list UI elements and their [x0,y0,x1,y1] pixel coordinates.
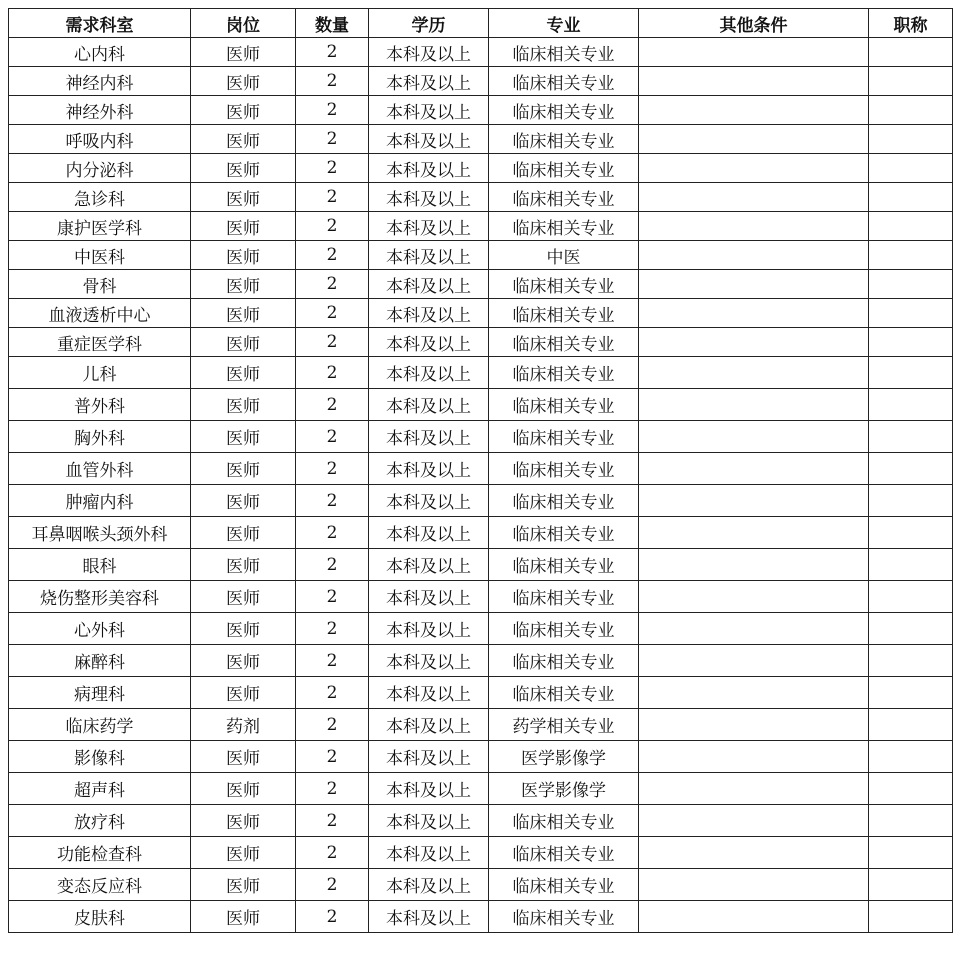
post-cell: 医师 [191,581,296,613]
major-cell: 临床相关专业 [489,96,639,125]
education-cell: 本科及以上 [369,709,489,741]
count-cell: 2 [296,96,369,125]
other-conditions-cell [639,96,869,125]
education-cell: 本科及以上 [369,212,489,241]
count-cell: 2 [296,517,369,549]
major-cell: 临床相关专业 [489,183,639,212]
other-conditions-cell [639,837,869,869]
post-cell: 医师 [191,517,296,549]
education-cell: 本科及以上 [369,549,489,581]
dept-cell: 放疗科 [9,805,191,837]
count-cell: 2 [296,212,369,241]
title-cell [869,645,953,677]
table-row [9,549,953,581]
count-cell: 2 [296,709,369,741]
header-other-conditions: 其他条件 [639,9,869,38]
dept-cell: 儿科 [9,357,191,389]
table-row [9,270,953,299]
dept-cell: 皮肤科 [9,901,191,933]
dept-cell: 耳鼻咽喉头颈外科 [9,517,191,549]
major-cell: 医学影像学 [489,773,639,805]
major-cell: 临床相关专业 [489,485,639,517]
post-cell: 医师 [191,613,296,645]
dept-cell: 康护医学科 [9,212,191,241]
table-row [9,741,953,773]
header-education: 学历 [369,9,489,38]
major-cell: 临床相关专业 [489,125,639,154]
post-cell: 医师 [191,741,296,773]
major-cell: 临床相关专业 [489,613,639,645]
other-conditions-cell [639,453,869,485]
title-cell [869,517,953,549]
dept-cell: 血管外科 [9,453,191,485]
post-cell: 医师 [191,241,296,270]
post-cell: 医师 [191,96,296,125]
major-cell: 临床相关专业 [489,837,639,869]
education-cell: 本科及以上 [369,270,489,299]
dept-cell: 功能检查科 [9,837,191,869]
title-cell [869,270,953,299]
table-row [9,613,953,645]
education-cell: 本科及以上 [369,96,489,125]
other-conditions-cell [639,38,869,67]
post-cell: 医师 [191,67,296,96]
table-row [9,517,953,549]
education-cell: 本科及以上 [369,901,489,933]
major-cell: 中医 [489,241,639,270]
other-conditions-cell [639,613,869,645]
title-cell [869,241,953,270]
education-cell: 本科及以上 [369,485,489,517]
header-post: 岗位 [191,9,296,38]
post-cell: 医师 [191,328,296,357]
education-cell: 本科及以上 [369,741,489,773]
education-cell: 本科及以上 [369,581,489,613]
table-row [9,328,953,357]
count-cell: 2 [296,270,369,299]
major-cell: 药学相关专业 [489,709,639,741]
count-cell: 2 [296,38,369,67]
table-row [9,357,953,389]
dept-cell: 神经外科 [9,96,191,125]
table-row [9,125,953,154]
dept-cell: 血液透析中心 [9,299,191,328]
education-cell: 本科及以上 [369,453,489,485]
count-cell: 2 [296,183,369,212]
count-cell: 2 [296,581,369,613]
education-cell: 本科及以上 [369,357,489,389]
major-cell: 临床相关专业 [489,805,639,837]
education-cell: 本科及以上 [369,645,489,677]
other-conditions-cell [639,270,869,299]
dept-cell: 神经内科 [9,67,191,96]
title-cell [869,96,953,125]
dept-cell: 变态反应科 [9,869,191,901]
post-cell: 医师 [191,677,296,709]
title-cell [869,299,953,328]
title-cell [869,125,953,154]
title-cell [869,805,953,837]
header-title: 职称 [869,9,953,38]
count-cell: 2 [296,741,369,773]
major-cell: 临床相关专业 [489,421,639,453]
count-cell: 2 [296,241,369,270]
dept-cell: 中医科 [9,241,191,270]
post-cell: 医师 [191,389,296,421]
dept-cell: 影像科 [9,741,191,773]
table-row [9,773,953,805]
dept-cell: 心外科 [9,613,191,645]
major-cell: 临床相关专业 [489,154,639,183]
post-cell: 医师 [191,270,296,299]
other-conditions-cell [639,773,869,805]
major-cell: 临床相关专业 [489,299,639,328]
post-cell: 医师 [191,154,296,183]
major-cell: 临床相关专业 [489,67,639,96]
title-cell [869,613,953,645]
dept-cell: 骨科 [9,270,191,299]
post-cell: 医师 [191,485,296,517]
table-row [9,154,953,183]
post-cell: 医师 [191,421,296,453]
title-cell [869,38,953,67]
major-cell: 临床相关专业 [489,389,639,421]
title-cell [869,453,953,485]
other-conditions-cell [639,677,869,709]
dept-cell: 心内科 [9,38,191,67]
post-cell: 医师 [191,773,296,805]
header-major: 专业 [489,9,639,38]
other-conditions-cell [639,709,869,741]
post-cell: 医师 [191,645,296,677]
count-cell: 2 [296,901,369,933]
education-cell: 本科及以上 [369,613,489,645]
major-cell: 临床相关专业 [489,869,639,901]
dept-cell: 胸外科 [9,421,191,453]
title-cell [869,869,953,901]
dept-cell: 肿瘤内科 [9,485,191,517]
table-row [9,241,953,270]
table-row [9,299,953,328]
post-cell: 医师 [191,869,296,901]
post-cell: 医师 [191,837,296,869]
dept-cell: 麻醉科 [9,645,191,677]
header-count: 数量 [296,9,369,38]
count-cell: 2 [296,125,369,154]
recruitment-sheet [8,8,953,933]
education-cell: 本科及以上 [369,837,489,869]
other-conditions-cell [639,869,869,901]
other-conditions-cell [639,183,869,212]
post-cell: 医师 [191,901,296,933]
count-cell: 2 [296,645,369,677]
education-cell: 本科及以上 [369,677,489,709]
post-cell: 医师 [191,805,296,837]
count-cell: 2 [296,299,369,328]
other-conditions-cell [639,357,869,389]
education-cell: 本科及以上 [369,421,489,453]
table-row [9,677,953,709]
count-cell: 2 [296,677,369,709]
title-cell [869,183,953,212]
count-cell: 2 [296,549,369,581]
major-cell: 临床相关专业 [489,645,639,677]
dept-cell: 眼科 [9,549,191,581]
dept-cell: 普外科 [9,389,191,421]
count-cell: 2 [296,67,369,96]
education-cell: 本科及以上 [369,328,489,357]
other-conditions-cell [639,212,869,241]
post-cell: 医师 [191,125,296,154]
table-row [9,38,953,67]
table-body [9,38,953,933]
dept-cell: 呼吸内科 [9,125,191,154]
education-cell: 本科及以上 [369,773,489,805]
table-row [9,421,953,453]
title-cell [869,773,953,805]
table-row [9,869,953,901]
count-cell: 2 [296,154,369,183]
education-cell: 本科及以上 [369,299,489,328]
title-cell [869,389,953,421]
dept-cell: 超声科 [9,773,191,805]
other-conditions-cell [639,549,869,581]
count-cell: 2 [296,389,369,421]
count-cell: 2 [296,485,369,517]
education-cell: 本科及以上 [369,517,489,549]
education-cell: 本科及以上 [369,183,489,212]
header-dept: 需求科室 [9,9,191,38]
education-cell: 本科及以上 [369,38,489,67]
table-row [9,389,953,421]
education-cell: 本科及以上 [369,241,489,270]
title-cell [869,837,953,869]
post-cell: 医师 [191,549,296,581]
title-cell [869,581,953,613]
other-conditions-cell [639,517,869,549]
post-cell: 药剂 [191,709,296,741]
education-cell: 本科及以上 [369,154,489,183]
dept-cell: 烧伤整形美容科 [9,581,191,613]
dept-cell: 临床药学 [9,709,191,741]
title-cell [869,212,953,241]
post-cell: 医师 [191,183,296,212]
recruitment-table [8,8,953,933]
major-cell: 临床相关专业 [489,453,639,485]
post-cell: 医师 [191,212,296,241]
major-cell: 临床相关专业 [489,357,639,389]
major-cell: 临床相关专业 [489,549,639,581]
dept-cell: 急诊科 [9,183,191,212]
post-cell: 医师 [191,38,296,67]
major-cell: 临床相关专业 [489,677,639,709]
other-conditions-cell [639,299,869,328]
title-cell [869,485,953,517]
education-cell: 本科及以上 [369,389,489,421]
title-cell [869,549,953,581]
table-row [9,453,953,485]
count-cell: 2 [296,773,369,805]
other-conditions-cell [639,421,869,453]
title-cell [869,67,953,96]
other-conditions-cell [639,389,869,421]
table-row [9,485,953,517]
other-conditions-cell [639,805,869,837]
other-conditions-cell [639,901,869,933]
other-conditions-cell [639,581,869,613]
count-cell: 2 [296,357,369,389]
post-cell: 医师 [191,453,296,485]
header-row [9,9,953,38]
table-row [9,67,953,96]
count-cell: 2 [296,453,369,485]
education-cell: 本科及以上 [369,805,489,837]
table-row [9,901,953,933]
major-cell: 临床相关专业 [489,270,639,299]
count-cell: 2 [296,805,369,837]
education-cell: 本科及以上 [369,67,489,96]
dept-cell: 内分泌科 [9,154,191,183]
major-cell: 临床相关专业 [489,581,639,613]
post-cell: 医师 [191,299,296,328]
title-cell [869,421,953,453]
title-cell [869,677,953,709]
dept-cell: 病理科 [9,677,191,709]
count-cell: 2 [296,837,369,869]
other-conditions-cell [639,125,869,154]
education-cell: 本科及以上 [369,869,489,901]
major-cell: 临床相关专业 [489,901,639,933]
table-row [9,212,953,241]
other-conditions-cell [639,741,869,773]
title-cell [869,154,953,183]
table-row [9,581,953,613]
count-cell: 2 [296,869,369,901]
other-conditions-cell [639,485,869,517]
major-cell: 临床相关专业 [489,212,639,241]
title-cell [869,741,953,773]
other-conditions-cell [639,67,869,96]
other-conditions-cell [639,241,869,270]
title-cell [869,328,953,357]
count-cell: 2 [296,613,369,645]
other-conditions-cell [639,154,869,183]
count-cell: 2 [296,421,369,453]
other-conditions-cell [639,645,869,677]
count-cell: 2 [296,328,369,357]
education-cell: 本科及以上 [369,125,489,154]
dept-cell: 重症医学科 [9,328,191,357]
post-cell: 医师 [191,357,296,389]
major-cell: 临床相关专业 [489,517,639,549]
table-row [9,645,953,677]
table-row [9,183,953,212]
table-row [9,709,953,741]
major-cell: 临床相关专业 [489,38,639,67]
other-conditions-cell [639,328,869,357]
title-cell [869,709,953,741]
table-row [9,805,953,837]
major-cell: 医学影像学 [489,741,639,773]
title-cell [869,357,953,389]
table-row [9,96,953,125]
major-cell: 临床相关专业 [489,328,639,357]
table-row [9,837,953,869]
title-cell [869,901,953,933]
